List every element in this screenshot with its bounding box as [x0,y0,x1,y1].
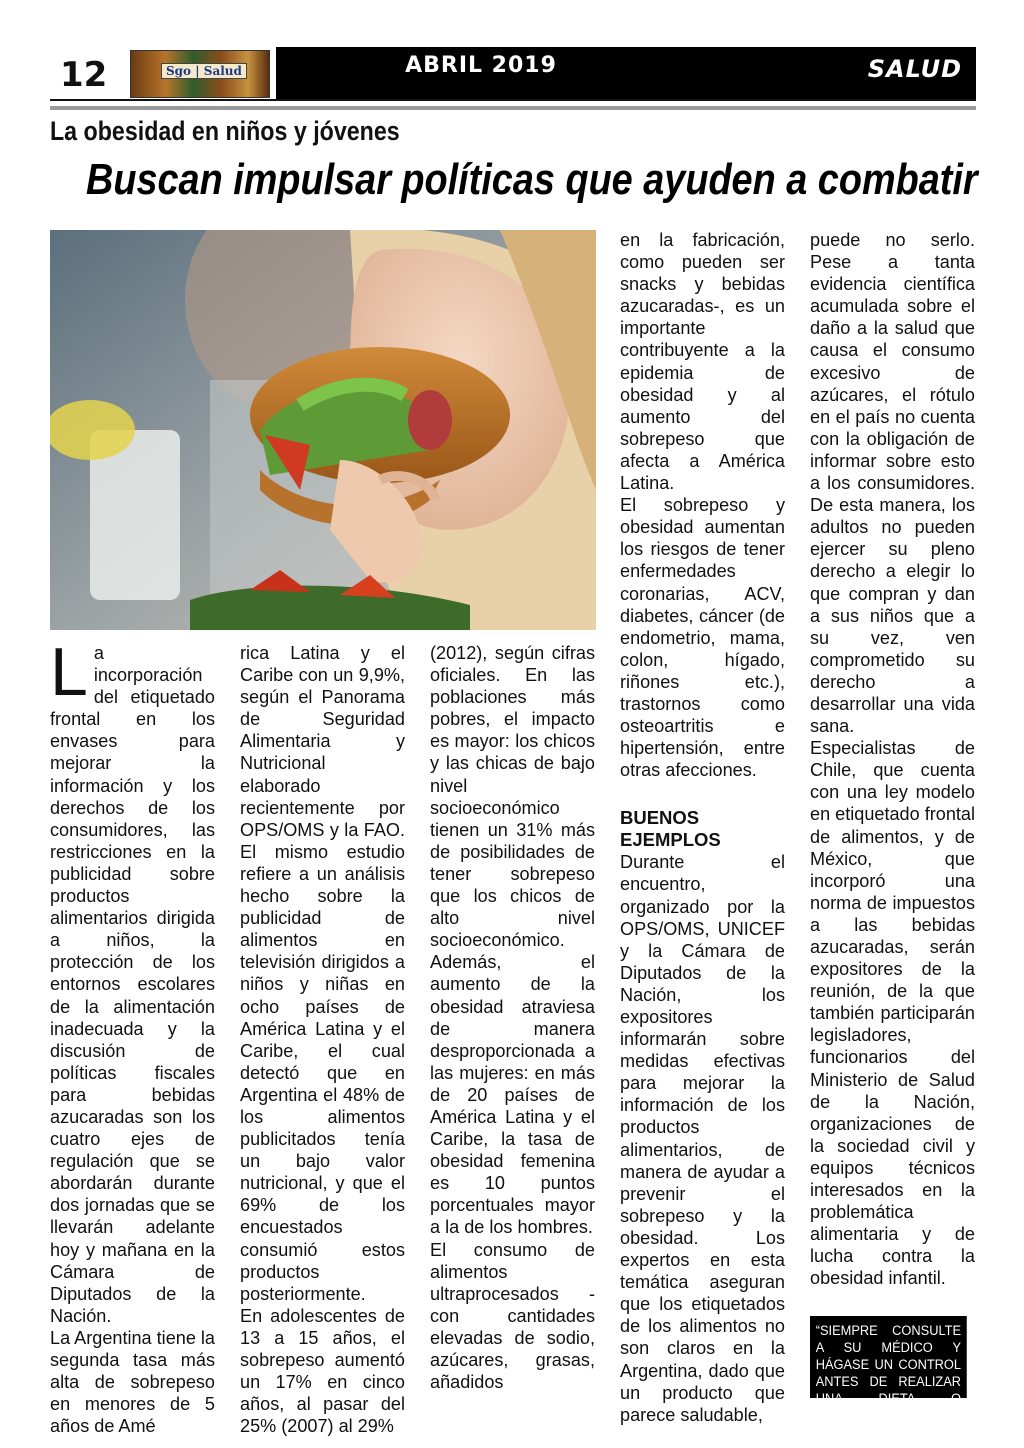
header-rule-gray [50,106,976,110]
paragraph: El sobrepeso y obesidad aumentan los riesgos de tener enfermedades coronarias, ACV, diabetes, cáncer (de endometrio, mama, colon, hígado, riñones etc.), trastornos como osteoartritis e hipertensión, entre otras afecciones. [620,495,785,781]
page-header [50,47,976,99]
paragraph: a incorporación del etiquetado frontal en los envases para mejorar la información y los derechos de los consumidores, las restricciones en la publicidad sobre productos alimentarios dirigida a niños, la protección de los entornos escolares de la alimentación inadecuada y la discusión de políticas fiscales para bebidas azucaradas son los cuatro ejes de regulación que se abordarán durante dos jornadas que se llevarán adelante hoy y mañana en la Cámara de Diputados de la Nación. [50,643,215,1326]
issue-date: ABRIL 2019 [405,53,557,78]
paragraph: La Argentina tiene la segunda tasa más alta de sobrepeso en menores de 5 años de Amé [50,1327,215,1437]
paragraph: Durante el encuentro, organizado por la OPS/OMS, UNICEF y la Cámara de Diputados de la Nación, los expositores informarán sobre medidas efectivas para mejorar la información de los productos alimentarios, de manera de ayudar a prevenir el sobrepeso y la obesidad. Los expertos en esta temática aseguran que los etiquetados de los alimentos no son claros en la Argentina, dado que un producto que parece saludable, [620,852,785,1425]
article-column-4 [620,229,785,1426]
article-column-3 [430,642,595,1393]
header-bar [276,47,976,99]
article-column-1 [50,634,215,1437]
paragraph: Especialistas de Chile, que cuenta con una ley modelo en etiquetado frontal de alimentos, y de México, que incorporó una norma de impuestos a las bebidas azucaradas, serán expositores de la reunión, de la que también participarán legisladores, funcionarios del Ministerio de Salud de la Nación, organizaciones de la sociedad civil y equipos técnicos interesados en la problemática alimentaria y de lucha contra la obesidad infantil. [810,738,975,1289]
child-eating-burger-photo [50,230,596,630]
article-kicker: La obesidad en niños y jóvenes [50,116,400,146]
article-photo [50,230,596,630]
article-column-5 [810,229,975,1290]
section-name: SALUD [867,55,962,83]
paragraph: (2012), según cifras oficiales. En las poblaciones más pobres, el impacto es mayor: los chicos y las chicas de bajo nivel socioeconómico tienen un 31% más de posibilidades de tener sobrepeso que los chicos de alto nivel socioeconómico. Además, el aumento de la obesidad atraviesa de manera desproporcionada a las mujeres: en más de 20 países de América Latina y el Caribe, la tasa de obesidad femenina es 10 puntos porcentuales mayor a la de los hombres. [430,643,595,1238]
logo-text: Sgo | Salud [161,63,247,79]
paragraph: El consumo de alimentos ultraprocesados -con cantidades elevadas de sodio, azúcares, grasas, añadidos [430,1239,595,1393]
paragraph: puede no serlo. Pese a tanta evidencia científica acumulada sobre el daño a la salud que causa el consumo excesivo de azúcares, el rótulo en el país no cuenta con la obligación de informar sobre esto a los consumidores. De esta manera, los adultos no pueden ejercer su pleno derecho a elegir lo que compran y dan a sus niños que a su vez, ven comprometido su derecho a desarrollar una vida sana. [810,230,975,737]
highlight-box: “SIEMPRE CONSULTE A SU MÉDICO Y HÁGASE UN CONTROL ANTES DE REALIZAR UNA DIETA O ACTIVADAD FÍSICA” [810,1316,967,1398]
article-headline: Buscan impulsar políticas que ayuden a combatir [86,155,978,204]
header-rule [50,99,976,101]
paragraph: rica Latina y el Caribe con un 9,9%, según el Panorama de Seguridad Alimentaria y Nutricional elaborado recientemente por OPS/OMS y la FAO. El mismo estudio refiere a un análisis hecho sobre la publicidad de alimentos en televisión dirigidos a niños y niñas en ocho países de América Latina y el Caribe, el cual detectó que en Argentina el 48% de los alimentos publicitados tenía un bajo valor nutricional, y que el 69% de los encuestados consumió estos productos posteriormente. [240,643,405,1304]
sgo-salud-logo [130,50,270,98]
drop-cap: L [50,634,88,710]
article-column-2 [240,642,405,1437]
subheading: BUENOS EJEMPLOS [620,807,721,851]
paragraph: En adolescentes de 13 a 15 años, el sobrepeso aumentó un 17% en cinco años, al pasar del 25% (2007) al 29% [240,1305,405,1437]
paragraph: en la fabricación, como pueden ser snacks y bebidas azucaradas-, es un importante contribuyente a la epidemia de obesidad y al aumento del sobrepeso que afecta a América Latina. [620,230,785,494]
page-number: 12 [60,55,108,95]
